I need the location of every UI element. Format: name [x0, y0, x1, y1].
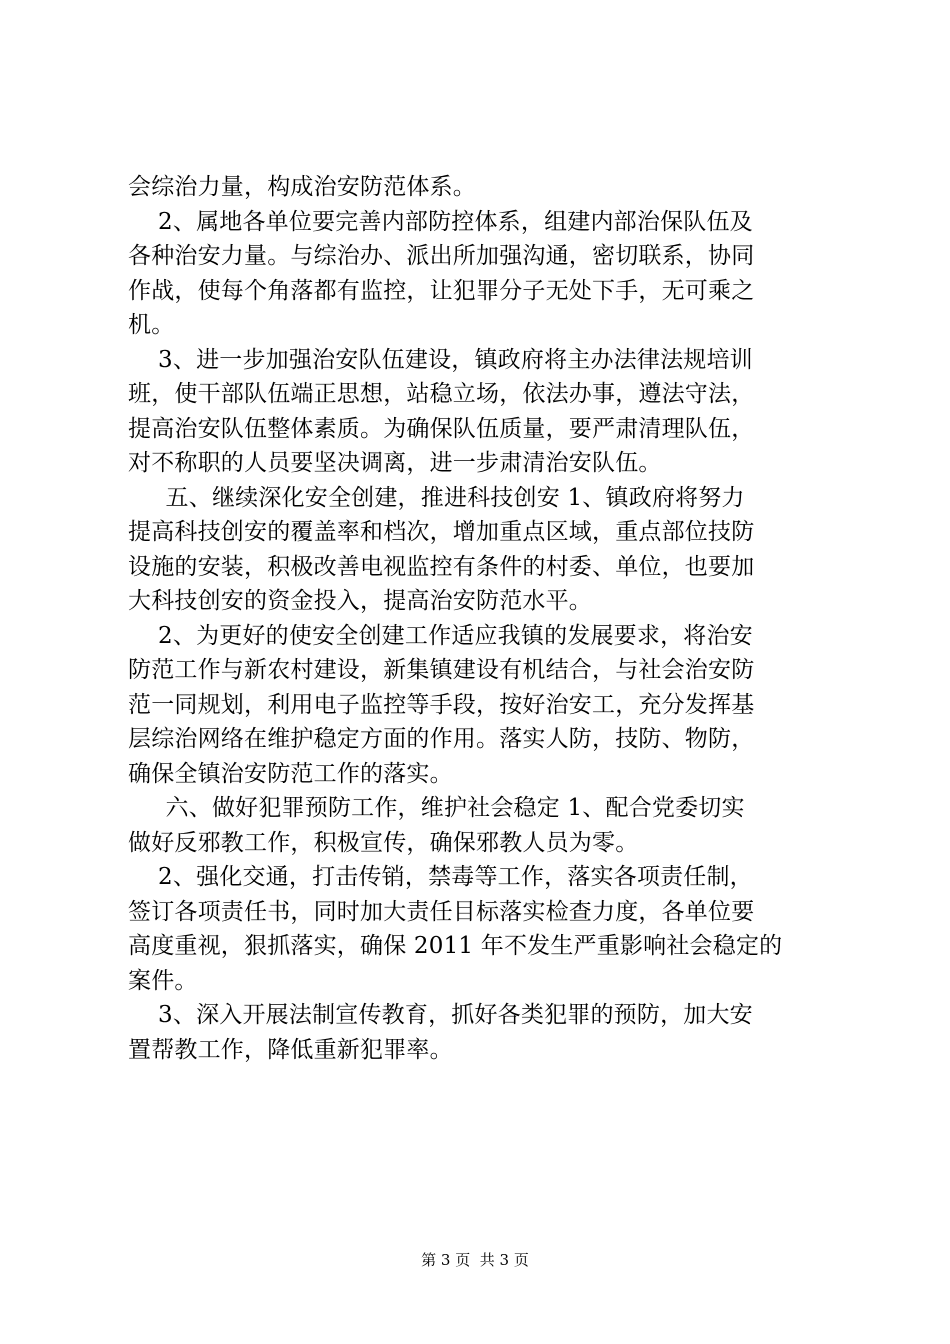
text-line: 签订各项责任书，同时加大责任目标落实检查力度，各单位要	[128, 898, 755, 925]
text-line: 3、进一步加强治安队伍建设，镇政府将主办法律法规培训	[128, 346, 753, 373]
page-number: 第 3 页 共 3 页	[421, 1251, 529, 1269]
text-line: 2、强化交通，打击传销，禁毒等工作，落实各项责任制，	[128, 864, 753, 890]
document-body	[128, 170, 836, 1067]
text-line: 作战，使每个角落都有监控，让犯罪分子无处下手，无可乘之	[128, 277, 755, 304]
section-heading-line: 五、继续深化安全创建，推进科技创安 1、镇政府将努力	[128, 484, 745, 511]
text-line: 对不称职的人员要坚决调离，进一步肃清治安队伍。	[128, 450, 662, 476]
text-line: 3、深入开展法制宣传教育，抓好各类犯罪的预防，加大安	[128, 1002, 753, 1028]
text-line: 大科技创安的资金投入，提高治安防范水平。	[128, 588, 592, 614]
text-line: 设施的安装，积极改善电视监控有条件的村委、单位，也要加	[128, 553, 755, 580]
text-line: 各种治安力量。与综治办、派出所加强沟通，密切联系，协同	[128, 243, 755, 269]
text-line: 做好反邪教工作，积极宣传，确保邪教人员为零。	[128, 829, 639, 856]
text-line: 置帮教工作，降低重新犯罪率。	[128, 1036, 453, 1063]
text-line: 机。	[128, 312, 175, 338]
section-heading-line: 六、做好犯罪预防工作，维护社会稳定 1、配合党委切实	[128, 795, 745, 821]
text-line: 案件。	[128, 967, 198, 994]
text-line: 班，使干部队伍端正思想，站稳立场，依法办事，遵法守法，	[128, 381, 755, 407]
text-line: 2、属地各单位要完善内部防控体系，组建内部治保队伍及	[128, 208, 753, 235]
text-line: 提高科技创安的覆盖率和档次，增加重点区域，重点部位技防	[128, 519, 755, 545]
text-line: 层综治网络在维护稳定方面的作用。落实人防，技防、物防，	[128, 726, 755, 752]
text-line: 2、为更好的使安全创建工作适应我镇的发展要求，将治安	[128, 622, 753, 649]
text-line: 提高治安队伍整体素质。为确保队伍质量，要严肃清理队伍，	[128, 415, 755, 442]
text-line: 确保全镇治安防范工作的落实。	[128, 760, 453, 787]
page-footer	[0, 1250, 950, 1270]
text-line: 高度重视，狠抓落实，确保 2011 年不发生严重影响社会稳定的	[128, 933, 783, 959]
text-line: 范一同规划，利用电子监控等手段，按好治安工，充分发挥基	[128, 691, 755, 718]
text-line: 防范工作与新农村建设，新集镇建设有机结合，与社会治安防	[128, 657, 755, 683]
text-line: 会综治力量，构成治安防范体系。	[128, 174, 476, 200]
